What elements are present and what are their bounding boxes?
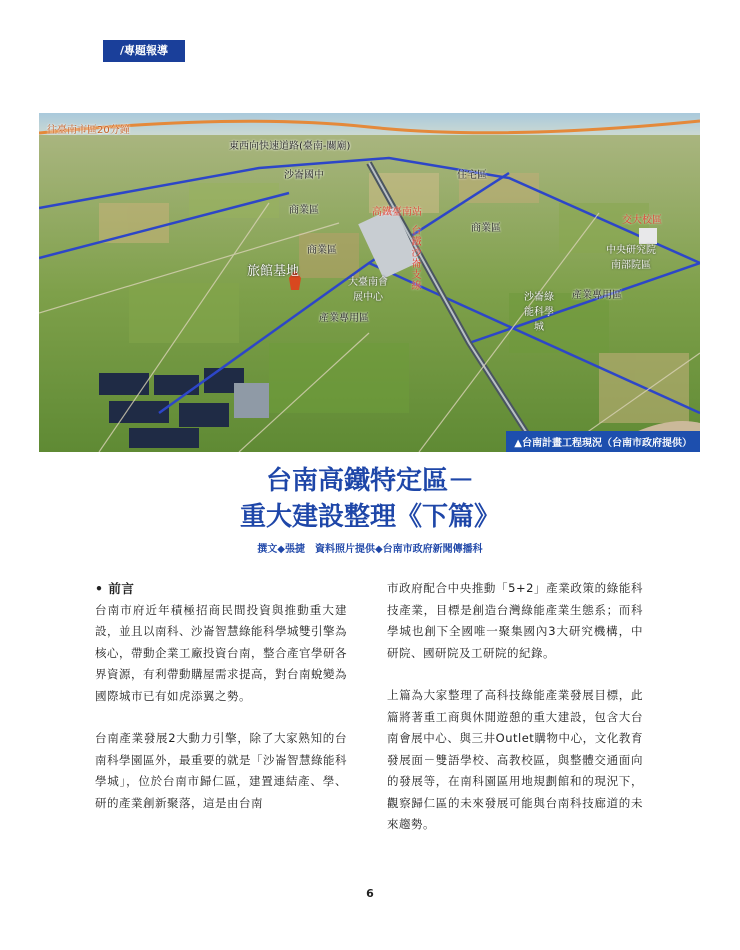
label-industrial-1: 產業專用區 [572, 290, 622, 301]
article-title-line2: 重大建設整理《下篇》 [239, 502, 500, 532]
section-heading: • 前言 [95, 581, 135, 596]
right-paragraph-1: 市政府配合中央推動「5+2」產業政策的綠能科技產業，目標是創造台灣綠能產業生態系；而科學城也創下全國唯一聚集國內3大研究機構，中研院、國研院及工研院的紀錄。 [387, 581, 643, 660]
label-academia: 中央研究院南部院區 [606, 245, 656, 271]
section-tag: /專題報導 [103, 40, 185, 62]
right-paragraph-2: 上篇為大家整理了高科技綠能產業發展目標，此篇將著重工商與休閒遊憩的重大建設，包含大台南會展中心、與三井Outlet購物中心，文化教育發展面－雙語學校、高教校區，與整體交通面向的發展等，在南科園區用地規劃館和的現況下，觀察歸仁區的未來發展可能與台南科技廊道的未來趨勢。 [387, 688, 643, 831]
label-green-city: 沙崙綠能科學城 [524, 292, 554, 333]
photo-caption: ▲台南計畫工程現況（台南市政府提供） [506, 431, 700, 452]
aerial-photo [39, 113, 700, 452]
label-convention: 大臺南會展中心 [348, 277, 388, 303]
label-commercial-3: 商業區 [307, 245, 337, 256]
right-column [387, 578, 643, 836]
label-hsr-station: 高鐵臺南站 [372, 207, 422, 218]
label-industrial-2: 產業專用區 [319, 313, 369, 324]
label-commercial-2: 商業區 [471, 223, 501, 234]
label-tainan-city: 往臺南市區20分鐘 [47, 125, 130, 136]
label-hsr-line: 台鐵沙崙支線 [409, 225, 420, 291]
label-commercial-1: 商業區 [289, 205, 319, 216]
page-number: 6 [366, 887, 374, 900]
label-expressway: 東西向快速道路(臺南-關廟) [229, 141, 351, 152]
article-title-line1: 台南高鐵特定區－ [265, 466, 474, 496]
label-shalun-junior-high: 沙崙國中 [284, 170, 324, 181]
label-residential: 住宅區 [457, 170, 487, 181]
label-hotel: 旅館基地 [247, 264, 300, 279]
label-nctu: 交大校區 [622, 215, 662, 226]
article-credits: 撰文◆張捷 資料照片提供◆台南市政府新聞傳播科 [257, 544, 483, 555]
left-column [95, 578, 347, 814]
left-paragraph-1: 台南市府近年積極招商民間投資與推動重大建設，並且以南科、沙崙智慧綠能科學城雙引擎為核心，帶動企業工廠投資台南，整合產官學研各界資源，有利帶動購屋需求提高，對台南蛻變為國際城市已有如虎添翼之勢。 [95, 602, 347, 703]
left-paragraph-2: 台南產業發展2大動力引擎，除了大家熟知的台南科學園區外，最重要的就是「沙崙智慧綠能科學城」，位於台南市歸仁區，建置連結產、學、研的產業創新聚落，這是由台南 [95, 731, 347, 810]
